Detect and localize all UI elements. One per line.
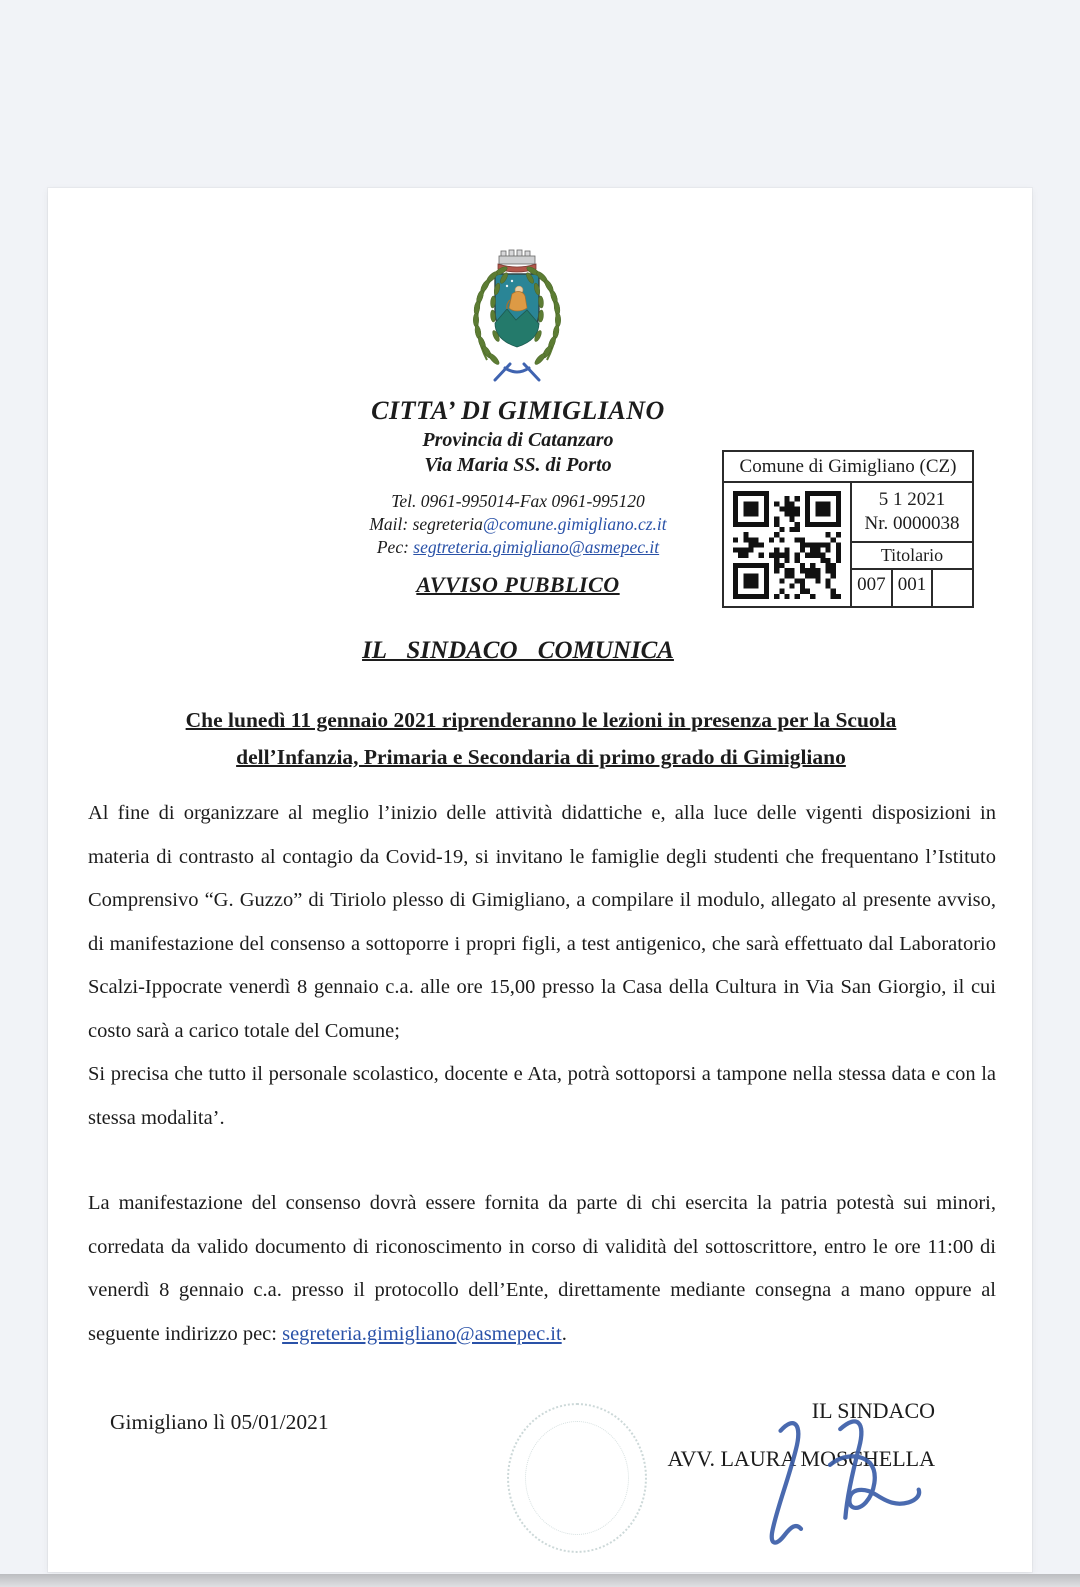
pec-address-link[interactable]: segtreteria.gimigliano@asmepec.it (413, 537, 660, 557)
province-line: Provincia di Catanzaro (422, 429, 614, 451)
qr-code-icon (724, 483, 852, 606)
paragraph-2: Si precisa che tutto il personale scolastico, docente e Ata, potrà sottoporsi a tampone nella stessa data e con la stessa modalita’. (88, 1063, 996, 1129)
municipal-coat-of-arms-icon (457, 244, 577, 394)
stamp-date: 5 1 2021 (878, 489, 946, 510)
stamp-class-code-2: 001 (893, 570, 934, 606)
document-body (88, 792, 996, 1356)
paragraph-3 (88, 1182, 996, 1356)
pec-prefix: Pec: (376, 537, 414, 557)
stamp-class-code-1: 007 (852, 570, 893, 606)
subject-line-2: dell’Infanzia, Primaria e Secondaria di primo grado di Gimigliano (236, 745, 846, 769)
round-ink-stamp-icon (507, 1403, 647, 1553)
stamp-date-cell (852, 483, 972, 543)
handwritten-signature-icon (720, 1412, 940, 1557)
place-and-date: Gimigliano lì 05/01/2021 (110, 1410, 329, 1434)
address-line: Via Maria SS. di Porto (424, 454, 612, 476)
phone-fax-line: Tel. 0961-995014-Fax 0961-995120 (391, 491, 645, 511)
closing-pec-link[interactable]: segreteria.gimigliano@asmepec.it (282, 1322, 562, 1345)
city-title: CITTA’ DI GIMIGLIANO (371, 396, 665, 425)
protocol-stamp (722, 450, 974, 608)
signature-role: IL SINDACO (811, 1398, 935, 1423)
paragraph-1: Al fine di organizzare al meglio l’inizio delle attività didattiche e, alla luce delle vigenti disposizioni in materia di contrasto al contagio da Covid-19, si invitano le famiglie degli studenti che frequentano l’Istituto Comprensivo “G. Guzzo” di Tiriolo plesso di Gimigliano, a compilare il modulo, allegato al presente avviso, di manifestazione del consenso a sottoporre i propri figli, a test antigenico, che sarà effettuato dal Laboratorio Scalzi-Ippocrate venerdì 8 gennaio c.a. alle ore 15,00 presso la Casa della Cultura in Via San Giorgio, il cui costo sarà a carico totale del Comune; (88, 802, 996, 1042)
stamp-classification-row (852, 570, 972, 606)
stamp-class-code-3 (933, 570, 972, 606)
notice-type-heading: AVVISO PUBBLICO (416, 572, 620, 597)
stamp-protocol-number: Nr. 0000038 (864, 513, 960, 534)
signature-name: AVV. LAURA MOSCHELLA (667, 1446, 935, 1471)
document-title: IL SINDACO COMUNICA (362, 637, 674, 664)
mail-address-link[interactable]: @comune.gimigliano.cz.it (482, 514, 667, 534)
document-page (48, 188, 1032, 1572)
stamp-titolario-label: Titolario (852, 543, 972, 570)
bottom-edge (0, 1574, 1080, 1587)
mail-prefix: Mail: segreteria (369, 514, 483, 534)
closing-period: . (561, 1322, 567, 1345)
paragraph-3-text: La manifestazione del consenso dovrà essere fornita da parte di chi esercita la patria potestà sui minori, corredata da valido documento di riconoscimento in corso di validità del sottoscrittore, entro le ore 11:00 di venerdì 8 gennaio c.a. presso il protocollo dell’Ente, direttamente mediante consegna a mano oppure al seguente indirizzo pec: (88, 1192, 996, 1345)
subject-heading (88, 702, 994, 776)
subject-line-1: Che lunedì 11 gennaio 2021 riprenderanno le lezioni in presenza per la Scuola (185, 708, 897, 732)
stamp-municipality-title: Comune di Gimigliano (CZ) (724, 452, 972, 483)
